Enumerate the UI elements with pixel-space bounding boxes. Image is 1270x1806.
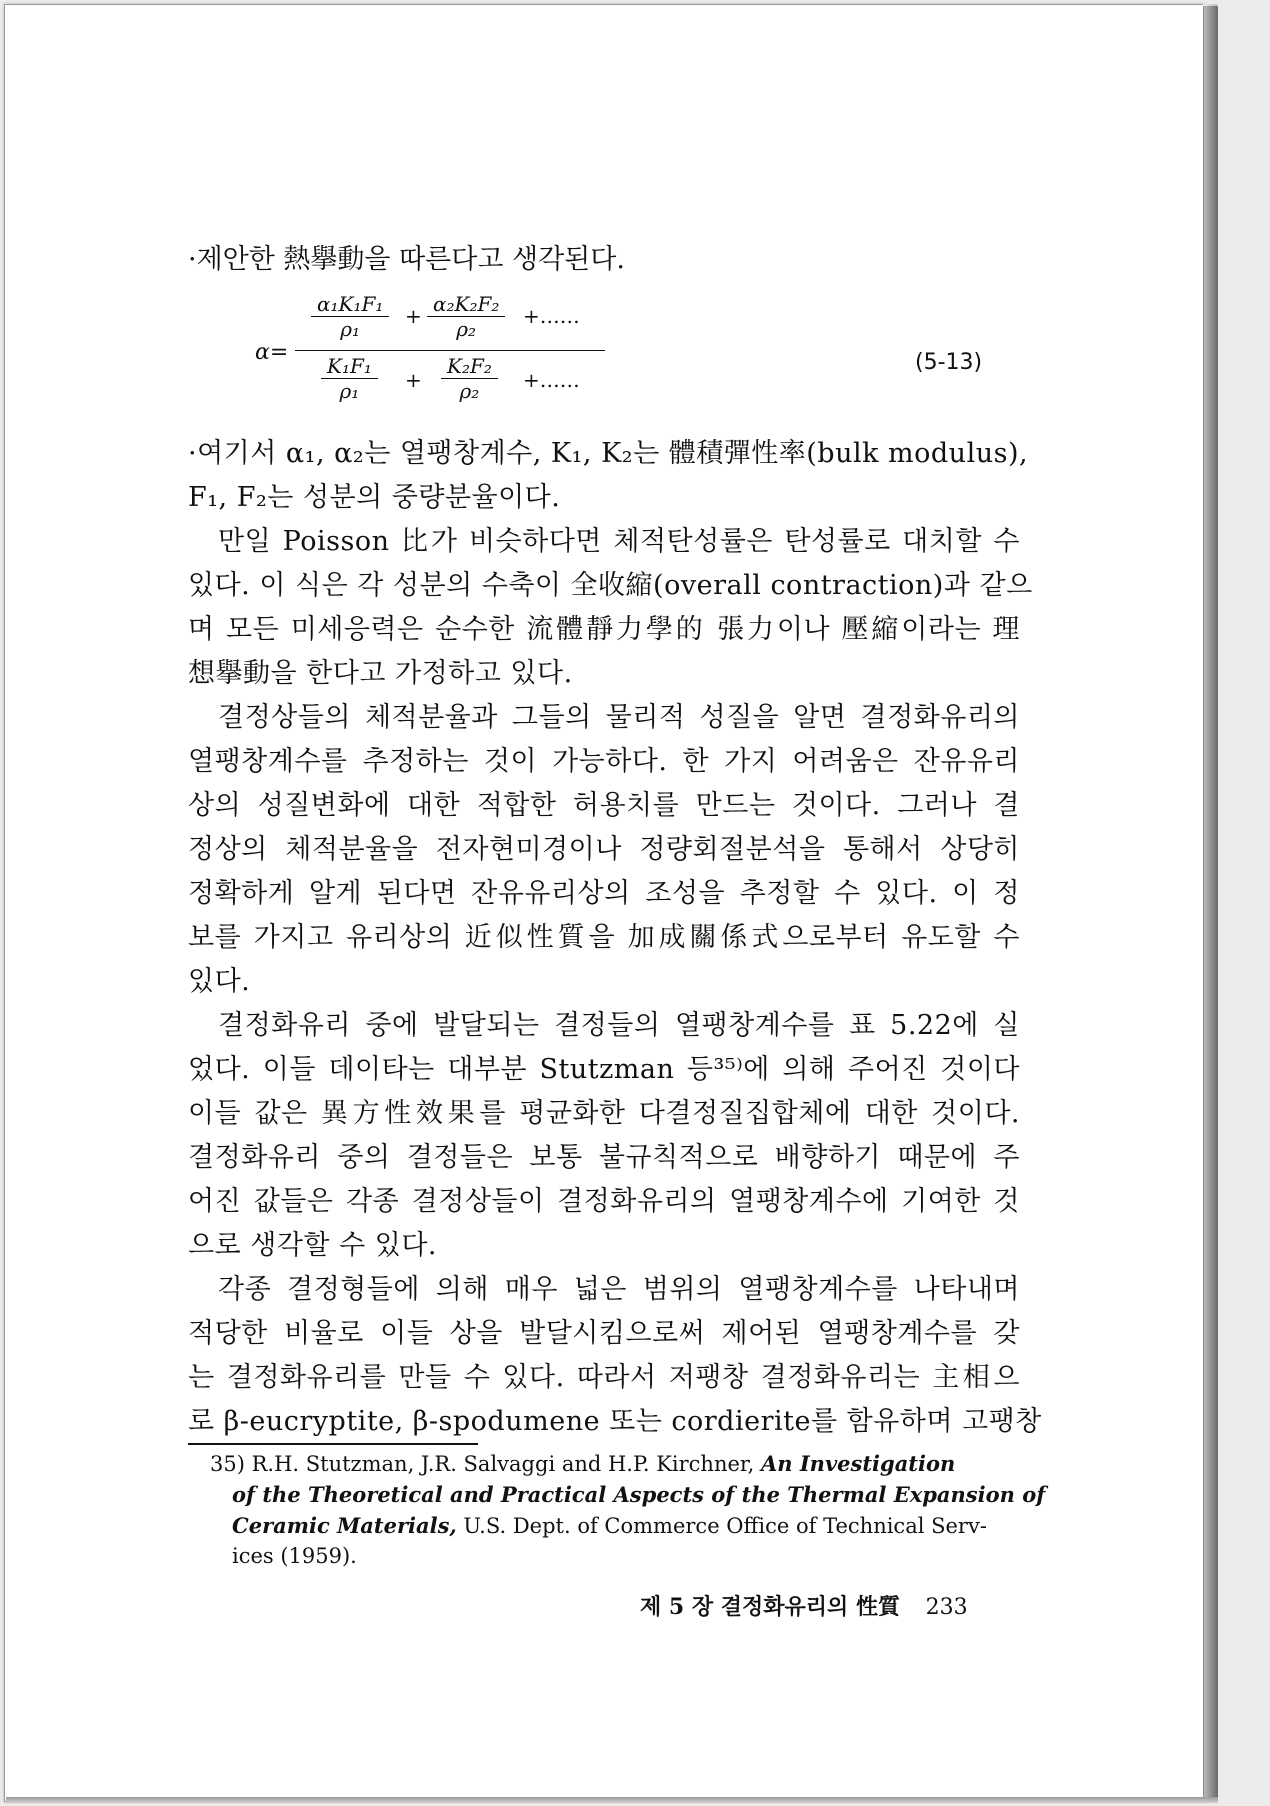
body-line: 정확하게 알게 된다면 잔유유리상의 조성을 추정할 수 있다. 이 정 [188, 878, 1020, 909]
body-line: 었다. 이들 데이타는 대부분 Stutzman 등³⁵⁾에 의해 주어진 것이다 [188, 1054, 1020, 1085]
footnote-line-3: Ceramic Materials, U.S. Dept. of Commerce Office of Technical Serv- [232, 1513, 987, 1538]
body-line: 想擧動을 한다고 가정하고 있다. [188, 658, 573, 689]
body-line: 며 모든 미세응력은 순수한 流體靜力學的 張力이나 壓縮이라는 理 [188, 614, 1020, 645]
footnote-rule [188, 1443, 478, 1445]
den-plus: + [405, 368, 422, 392]
body-line: 보를 가지고 유리상의 近似性質을 加成關係式으로부터 유도할 수 [188, 922, 1020, 953]
body-line: 열팽창계수를 추정하는 것이 가능하다. 한 가지 어려움은 잔유유리 [188, 746, 1020, 777]
body-line: 있다. [188, 966, 251, 997]
body-line: 적당한 비율로 이들 상을 발달시킴으로써 제어된 열팽창계수를 갖 [188, 1318, 1020, 1349]
den-tail: +…… [523, 368, 580, 392]
equation-number: (5-13) [915, 350, 983, 375]
formula-5-13 [255, 290, 1015, 420]
intro-line: ·제안한 熱擧動을 따른다고 생각된다. [188, 244, 625, 275]
main-fraction-bar [295, 350, 605, 351]
page-footer [640, 1590, 968, 1621]
body-text [188, 432, 1042, 1444]
formula-lhs: α= [255, 340, 289, 365]
body-line: 결정화유리 중에 발달되는 결정들의 열팽창계수를 표 5.22에 실 [218, 1010, 1020, 1041]
num-tail: +…… [523, 304, 580, 328]
body-line: 이들 값은 異方性效果를 평균화한 다결정질집합체에 대한 것이다. [188, 1098, 1020, 1129]
body-line: 정상의 체적분율을 전자현미경이나 정량회절분석을 통해서 상당히 [188, 834, 1020, 865]
footnote-35 [210, 1448, 1046, 1572]
body-line: 각종 결정형들에 의해 매우 넓은 범위의 열팽창계수를 나타내며 [218, 1274, 1020, 1305]
body-line: 으로 생각할 수 있다. [188, 1230, 437, 1261]
den-term-2: $\frac{\text{K₂F₂}}{\text{ρ₂}}$ [441, 354, 498, 403]
num-term-1: $\frac{\text{α₁K₁F₁}}{\text{ρ₁}}$ [311, 292, 389, 341]
body-line: 상의 성질변화에 대한 적합한 허용치를 만드는 것이다. 그러나 결 [188, 790, 1020, 821]
body-line: 결정상들의 체적분율과 그들의 물리적 성질을 알면 결정화유리의 [218, 702, 1020, 733]
body-line: 는 결정화유리를 만들 수 있다. 따라서 저팽창 결정화유리는 主相으 [188, 1362, 1020, 1393]
page-number: 233 [925, 1595, 968, 1620]
body-line: 있다. 이 식은 각 성분의 수축이 全收縮(overall contraction)과 같으 [188, 570, 1033, 601]
den-term-1: $\frac{\text{K₁F₁}}{\text{ρ₁}}$ [321, 354, 378, 403]
body-line: ·여기서 α₁, α₂는 열팽창계수, K₁, K₂는 體積彈性率(bulk modulus), [188, 438, 1029, 469]
page-edge-bottom [6, 1797, 1218, 1803]
body-line: 어진 값들은 각종 결정상들이 결정화유리의 열팽창계수에 기여한 것 [188, 1186, 1020, 1217]
body-line: F₁, F₂는 성분의 중량분율이다. [188, 482, 561, 513]
body-line: 만일 Poisson 比가 비슷하다면 체적탄성률은 탄성률로 대치할 수 [218, 526, 1020, 557]
footnote-line-4: ices (1959). [232, 1544, 357, 1568]
page-edge-right [1203, 6, 1218, 1800]
num-term-2: $\frac{\text{α₂K₂F₂}}{\text{ρ₂}}$ [427, 292, 505, 341]
running-title: 제 5 장 결정화유리의 性質 [640, 1594, 900, 1620]
body-line: 로 β-eucryptite, β-spodumene 또는 cordierite를 함유하며 고팽창 [188, 1406, 1042, 1437]
body-line: 결정화유리 중의 결정들은 보통 불규칙적으로 배향하기 때문에 주 [188, 1142, 1020, 1173]
footnote-line-1: 35) R.H. Stutzman, J.R. Salvaggi and H.P. Kirchner, An Investigation [210, 1451, 956, 1476]
num-plus: + [405, 304, 422, 328]
footnote-line-2: of the Theoretical and Practical Aspects of the Thermal Expansion of [232, 1482, 1046, 1507]
